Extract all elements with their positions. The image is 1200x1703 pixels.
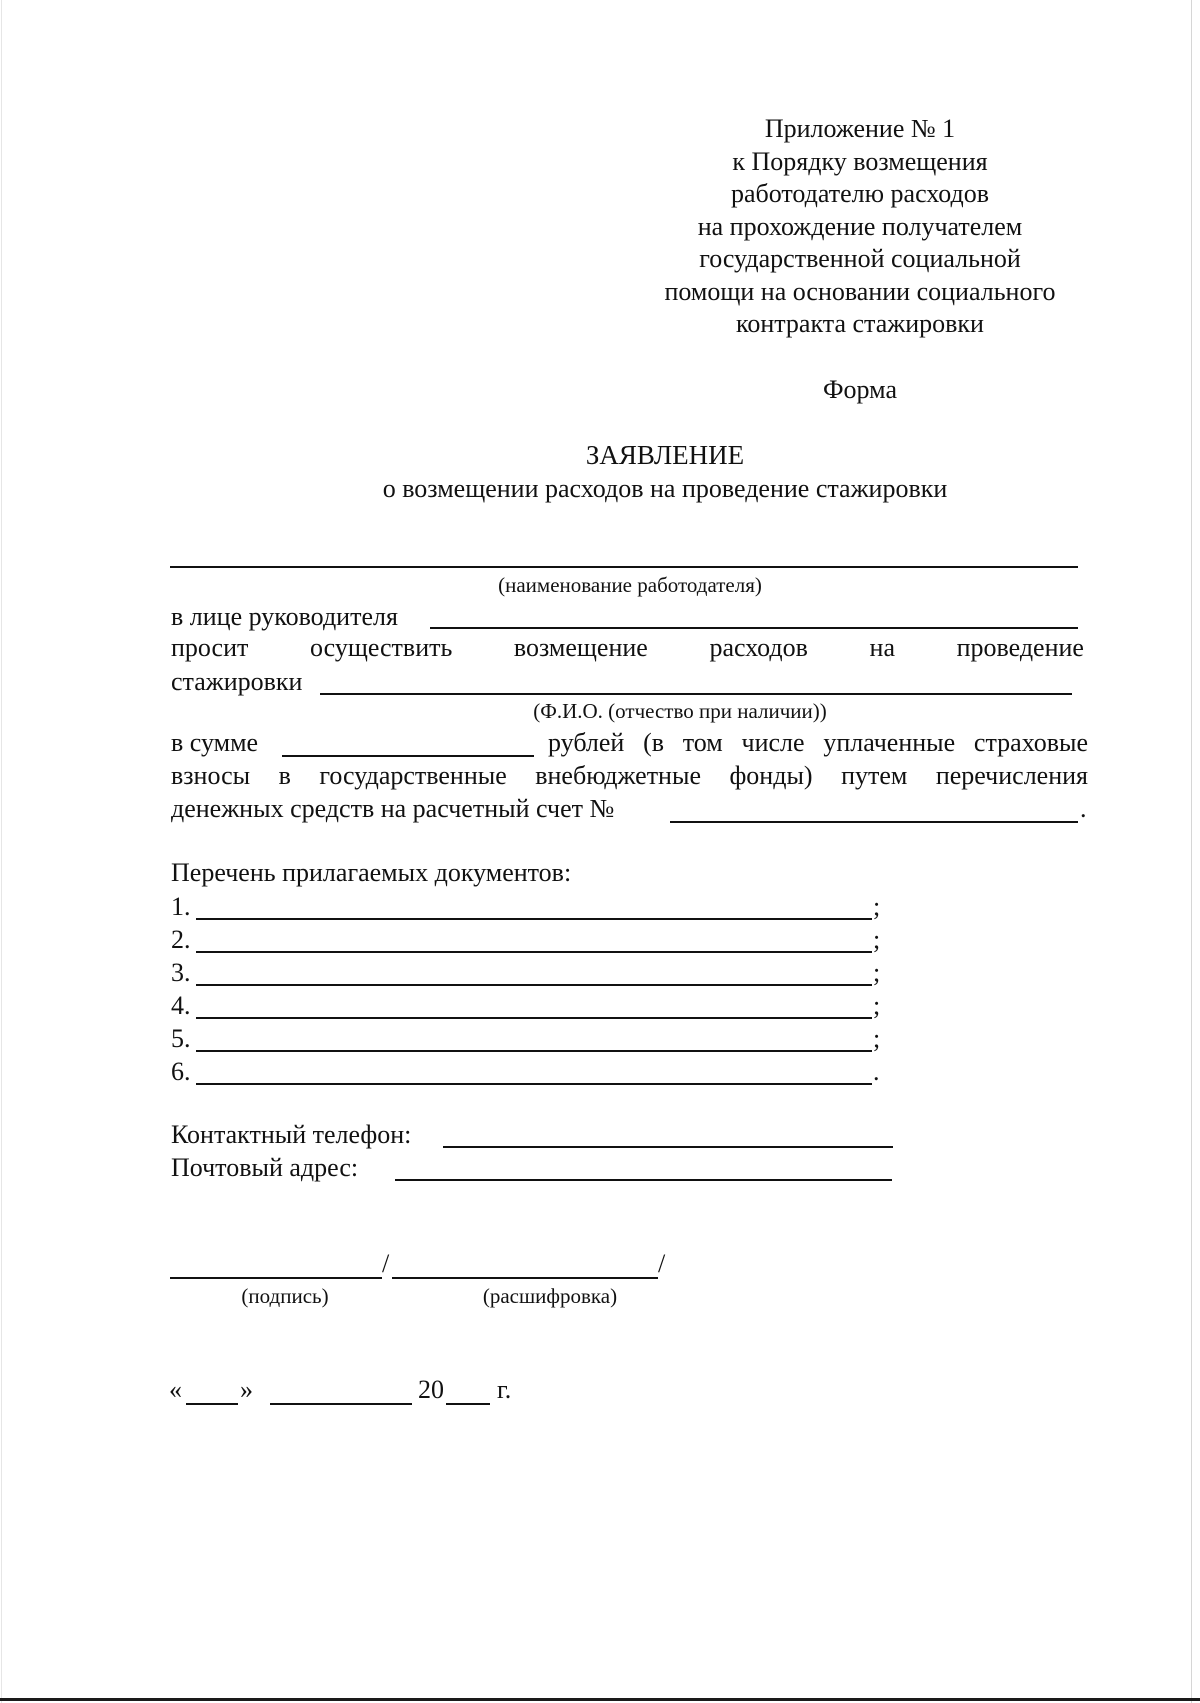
contributions-line: взносы в государственные внебюджетные фонды) путем перечисления [171, 761, 1088, 790]
document-item-field[interactable] [196, 918, 872, 920]
scan-right-edge [1191, 0, 1192, 1703]
document-item-end: ; [873, 958, 881, 987]
date-month-field[interactable] [270, 1403, 412, 1405]
sum-field[interactable] [282, 755, 534, 757]
date-year-prefix: 20 [418, 1375, 444, 1404]
documents-heading: Перечень прилагаемых документов: [171, 858, 572, 887]
document-item-end: ; [873, 892, 881, 921]
document-item-number: 5. [171, 1024, 191, 1053]
manager-label: в лице руководителя [171, 602, 398, 631]
phone-label: Контактный телефон: [171, 1120, 412, 1149]
signature-decoding-field[interactable] [392, 1277, 658, 1279]
account-period: . [1080, 794, 1087, 823]
date-year-field[interactable] [446, 1403, 490, 1405]
document-subtitle: о возмещении расходов на проведение стажировки [382, 474, 948, 503]
appendix-line: работодателю расходов [730, 179, 990, 208]
document-item-field[interactable] [196, 951, 872, 953]
document-title: ЗАЯВЛЕНИЕ [585, 440, 745, 470]
employer-caption: (наименование работодателя) [498, 573, 762, 597]
account-label: денежных средств на расчетный счет № [171, 794, 615, 823]
appendix-line: на прохождение получателем [697, 211, 1023, 241]
appendix-line: к Порядку возмещения [732, 146, 988, 176]
date-open-quote: « [169, 1375, 182, 1404]
document-item-field[interactable] [196, 1050, 872, 1052]
signature-slash: / [658, 1249, 666, 1278]
date-close-quote: » [240, 1375, 253, 1404]
account-number-field[interactable] [670, 821, 1078, 823]
appendix-header [630, 113, 1090, 341]
phone-field[interactable] [443, 1146, 893, 1148]
signature-field[interactable] [170, 1277, 382, 1279]
sum-continuation: рублей (в том числе уплаченные страховые [548, 728, 1088, 757]
request-word: расходов [709, 633, 808, 662]
form-label: Форма [823, 375, 897, 404]
request-word: проведение [956, 633, 1084, 662]
document-item-number: 3. [171, 958, 191, 987]
document-item-end: ; [873, 925, 881, 954]
sum-label: в сумме [171, 728, 259, 757]
appendix-line: помощи на основании социального [664, 276, 1056, 306]
request-word: осуществить [309, 633, 453, 662]
appendix-line: государственной социальной [699, 244, 1021, 273]
date-day-field[interactable] [186, 1403, 238, 1405]
document-item-end: ; [873, 1024, 881, 1053]
document-item-number: 1. [171, 892, 191, 921]
document-item-number: 4. [171, 991, 191, 1020]
request-word: на [869, 633, 895, 662]
document-item-end: ; [873, 991, 881, 1020]
scan-bottom-edge [0, 1698, 1200, 1701]
address-label: Почтовый адрес: [171, 1153, 359, 1182]
request-word: просит [171, 633, 249, 662]
document-item-field[interactable] [196, 1083, 872, 1085]
document-item-number: 6. [171, 1057, 191, 1086]
scan-left-edge [1, 0, 2, 1703]
appendix-line: контракта стажировки [736, 309, 984, 338]
date-year-suffix: г. [497, 1375, 512, 1404]
document-item-field[interactable] [196, 1017, 872, 1019]
document-item-field[interactable] [196, 984, 872, 986]
request-line [171, 632, 1084, 664]
decoding-caption: (расшифровка) [482, 1284, 618, 1308]
document-item-end: . [873, 1057, 880, 1086]
manager-name-field[interactable] [430, 627, 1078, 629]
address-field[interactable] [395, 1179, 892, 1181]
signature-caption: (подпись) [241, 1284, 329, 1308]
signature-slash: / [382, 1249, 390, 1278]
employer-name-field[interactable] [170, 566, 1078, 568]
intern-fio-field[interactable] [320, 693, 1072, 695]
document-item-number: 2. [171, 925, 191, 954]
appendix-line: Приложение № 1 [764, 114, 956, 143]
internship-label: стажировки [171, 667, 303, 696]
fio-caption: (Ф.И.О. (отчество при наличии)) [533, 699, 827, 723]
request-word: возмещение [513, 633, 648, 662]
